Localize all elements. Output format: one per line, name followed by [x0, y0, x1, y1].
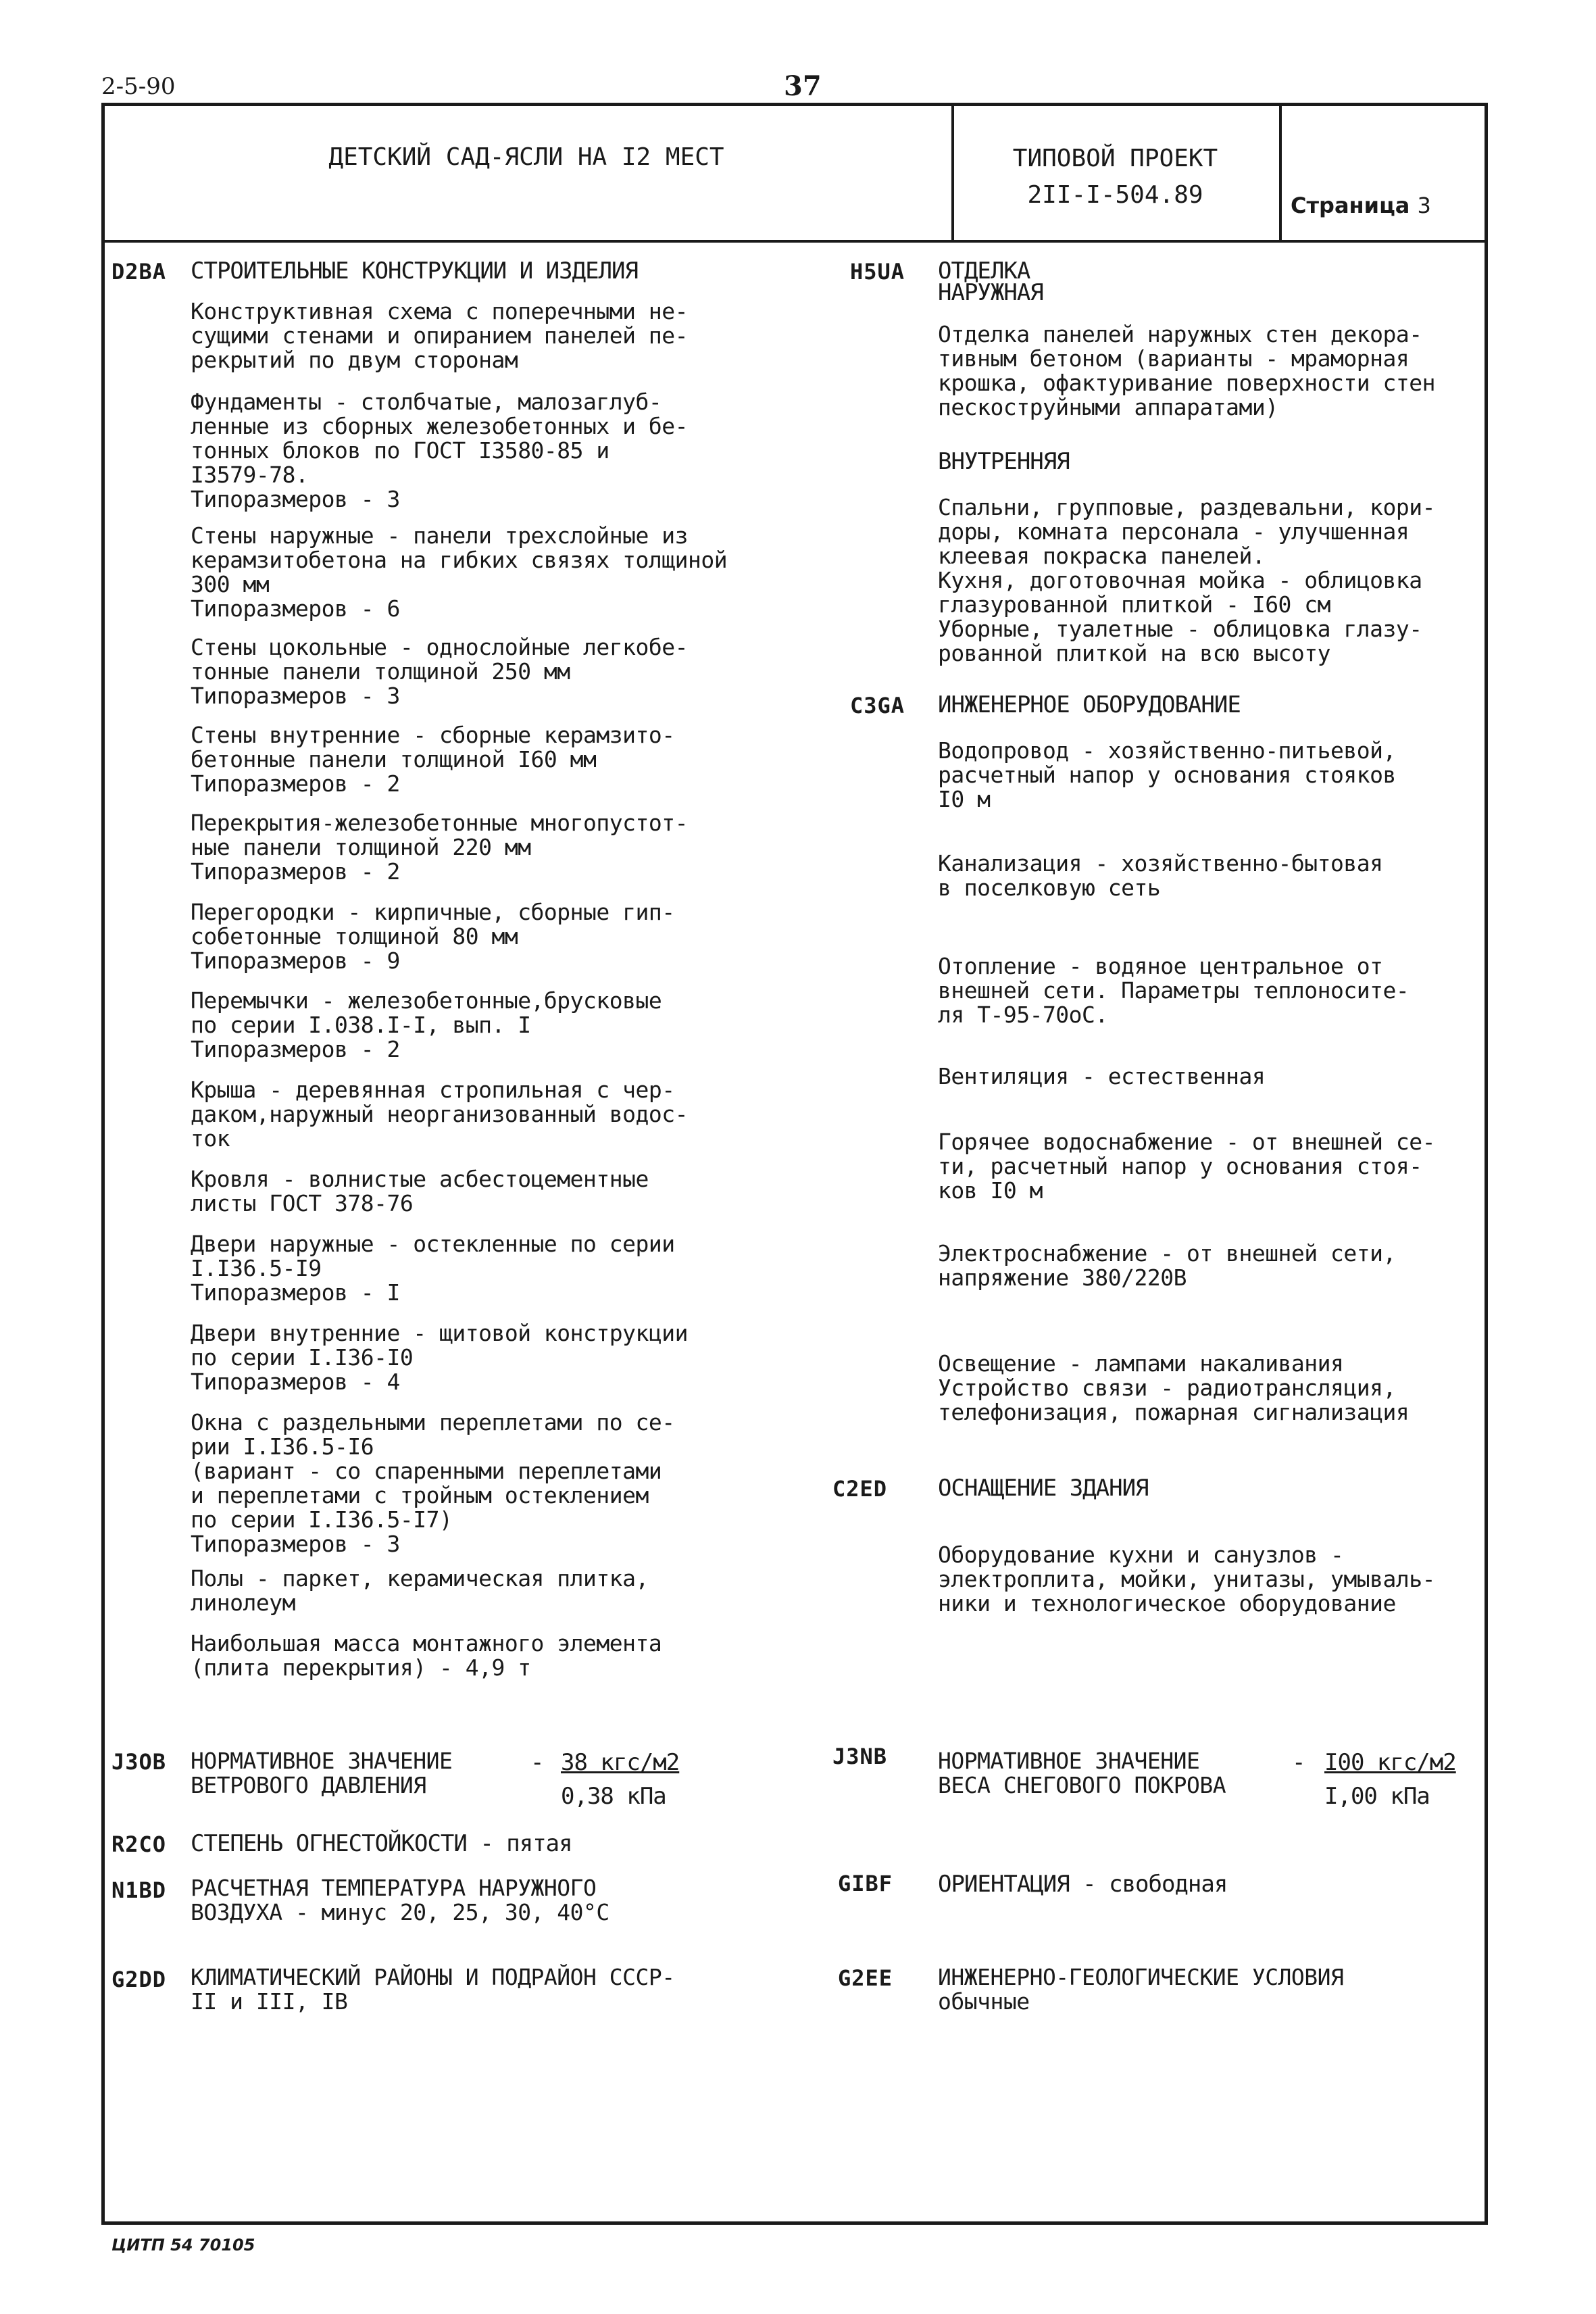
- section-title-engineering: ИНЖЕНЕРНОЕ ОБОРУДОВАНИЕ: [938, 691, 1241, 718]
- section-subtitle-exterior: НАРУЖНАЯ: [938, 279, 1043, 306]
- document-reference: 2-5-90: [101, 73, 176, 100]
- code-wind: J3OB: [111, 1749, 167, 1775]
- structures-item: Стены наружные - панели трехслойные из керамзитобетона на гибких связях толщиной 300 мм Типоразмеров - 6: [191, 522, 728, 622]
- section-title-equipment: ОСНАЩЕНИЕ ЗДАНИЯ: [938, 1475, 1149, 1502]
- project-code: 2II-I-504.89: [1027, 181, 1203, 209]
- engineering-item: Вентиляция - естественная: [938, 1063, 1266, 1089]
- structures-item: Крыша - деревянная стропильная с чер- даком,наружный неорганизованный водос- ток: [191, 1077, 688, 1152]
- page-indicator: [1291, 193, 1431, 218]
- engineering-item: Горячее водоснабжение - от внешней се- ти, расчетный напор у основания стоя- ков I0 м: [938, 1129, 1435, 1204]
- orientation: ОРИЕНТАЦИЯ - свободная: [938, 1871, 1228, 1898]
- structures-item: Окна с раздельными переплетами по се- рии I.I36.5-I6 (вариант - со спаренными переплетами и переплетами с тройным остеклением по серии I.I36.5-I7) Типоразмеров - 3: [191, 1409, 675, 1557]
- structures-item: Двери внутренние - щитовой конструкции по серии I.I36-I0 Типоразмеров - 4: [191, 1320, 688, 1395]
- wind-label: НОРМАТИВНОЕ ЗНАЧЕНИЕ ВЕТРОВОГО ДАВЛЕНИЯ: [191, 1748, 453, 1798]
- sheet-number: 37: [784, 70, 822, 102]
- finish-interior-text: Спальни, групповые, раздевальни, кори- доры, комната персонала - улучшенная клеевая покраска панелей. Кухня, доготовочная мойка - облицовка глазурованной плиткой - I60 см Уборные, туалетные - облицовка глазу- рованной плиткой на всю высоту: [938, 494, 1435, 666]
- structures-item: Перегородки - кирпичные, сборные гип- собетонные толщиной 80 мм Типоразмеров - 9: [191, 899, 675, 974]
- code-temperature: N1BD: [111, 1877, 167, 1903]
- section-code-engineering: C3GA: [850, 693, 905, 718]
- design-temperature: РАСЧЕТНАЯ ТЕМПЕРАТУРА НАРУЖНОГО ВОЗДУХА - минус 20, 25, 30, 40°С: [191, 1875, 609, 1925]
- engineering-item: Водопровод - хозяйственно-питьевой, расчетный напор у основания стояков I0 м: [938, 737, 1396, 812]
- climate-regions: КЛИМАТИЧЕСКИЙ РАЙОНЫ И ПОДРАЙОН СССР- II и III, IB: [191, 1964, 675, 2015]
- structures-item: Полы - паркет, керамическая плитка, линолеум: [191, 1565, 649, 1616]
- code-geology: G2EE: [838, 1965, 893, 1991]
- structures-item: Перемычки - железобетонные,брусковые по серии I.038.I-I, вып. I Типоразмеров - 2: [191, 987, 662, 1062]
- structures-item: Фундаменты - столбчатые, малозаглуб- ленные из сборных железобетонных и бе- тонных блоков по ГОСТ I3580-85 и I3579-78. Типоразмеров - 3: [191, 389, 688, 512]
- printer-stamp: ЦИТП 54 70105: [111, 2236, 255, 2255]
- snow-value-kgf: I00 кгс/м2: [1324, 1749, 1456, 1776]
- section-title-structures: СТРОИТЕЛЬНЫЕ КОНСТРУКЦИИ И ИЗДЕЛИЯ: [191, 257, 638, 285]
- structures-item: Конструктивная схема с поперечными не- сущими стенами и опиранием панелей пе- рекрытий по двум сторонам: [191, 298, 688, 373]
- section-code-equipment: C2ED: [832, 1476, 888, 1502]
- structures-item: Перекрытия-железобетонные многопустот- ные панели толщиной 220 мм Типоразмеров - 2: [191, 810, 688, 885]
- engineering-item: Освещение - лампами накаливания Устройство связи - радиотрансляция, телефонизация, пожарная сигнализация: [938, 1350, 1410, 1425]
- wind-value-kpa: 0,38 кПа: [561, 1783, 666, 1810]
- engineering-item: Отопление - водяное центральное от внешней сети. Параметры теплоносите- ля Т-95-70оС.: [938, 953, 1410, 1028]
- code-fire: R2CO: [111, 1831, 167, 1857]
- finish-exterior-text: Отделка панелей наружных стен декора- тивным бетоном (варианты - мраморная крошка, офактуривание поверхности стен пескоструйными аппаратами): [938, 321, 1435, 420]
- code-climate: G2DD: [111, 1967, 167, 1992]
- wind-value-kgf: 38 кгс/м2: [561, 1749, 680, 1776]
- engineering-item: Электроснабжение - от внешней сети, напряжение 380/220В: [938, 1240, 1396, 1291]
- snow-label: НОРМАТИВНОЕ ЗНАЧЕНИЕ ВЕСА СНЕГОВОГО ПОКРОВА: [938, 1748, 1226, 1798]
- engineering-item: Канализация - хозяйственно-бытовая в поселковую сеть: [938, 850, 1383, 901]
- header-divider-vertical-2: [1279, 103, 1282, 241]
- project-label: ТИПОВОЙ ПРОЕКТ: [1012, 145, 1218, 172]
- structures-item: Наибольшая масса монтажного элемента (плита перекрытия) - 4,9 т: [191, 1630, 662, 1681]
- structures-item: Стены внутренние - сборные керамзито- бетонные панели толщиной I60 мм Типоразмеров - 2: [191, 722, 675, 797]
- geology-conditions: ИНЖЕНЕРНО-ГЕОЛОГИЧЕСКИЕ УСЛОВИЯ обычные: [938, 1964, 1344, 2015]
- fire-resistance: СТЕПЕНЬ ОГНЕСТОЙКОСТИ - пятая: [191, 1830, 572, 1857]
- section-code-structures: D2BA: [111, 259, 167, 285]
- equipment-text: Оборудование кухни и санузлов - электроплита, мойки, унитазы, умываль- ники и технологическое оборудование: [938, 1542, 1435, 1617]
- section-subtitle-interior: ВНУТРЕННЯЯ: [938, 448, 1070, 475]
- structures-item: Кровля - волнистые асбестоцементные листы ГОСТ 378-76: [191, 1166, 649, 1216]
- snow-dash: -: [1292, 1749, 1305, 1776]
- page-number: 3: [1417, 193, 1431, 218]
- wind-dash: -: [530, 1749, 544, 1776]
- structures-item: Стены цокольные - однослойные легкобе- тонные панели толщиной 250 мм Типоразмеров - 3: [191, 634, 688, 709]
- section-title-finish: ОТДЕЛКА: [938, 257, 1030, 285]
- section-code-finish: H5UA: [850, 259, 905, 285]
- document-title: ДЕТСКИЙ САД-ЯСЛИ НА I2 МЕСТ: [328, 143, 724, 171]
- code-orientation: GIBF: [838, 1871, 893, 1896]
- snow-value-kpa: I,00 кПа: [1324, 1783, 1430, 1810]
- code-snow: J3NB: [832, 1744, 888, 1769]
- page-label: Страница: [1291, 193, 1410, 218]
- structures-item: Двери наружные - остекленные по серии I.I36.5-I9 Типоразмеров - I: [191, 1231, 675, 1306]
